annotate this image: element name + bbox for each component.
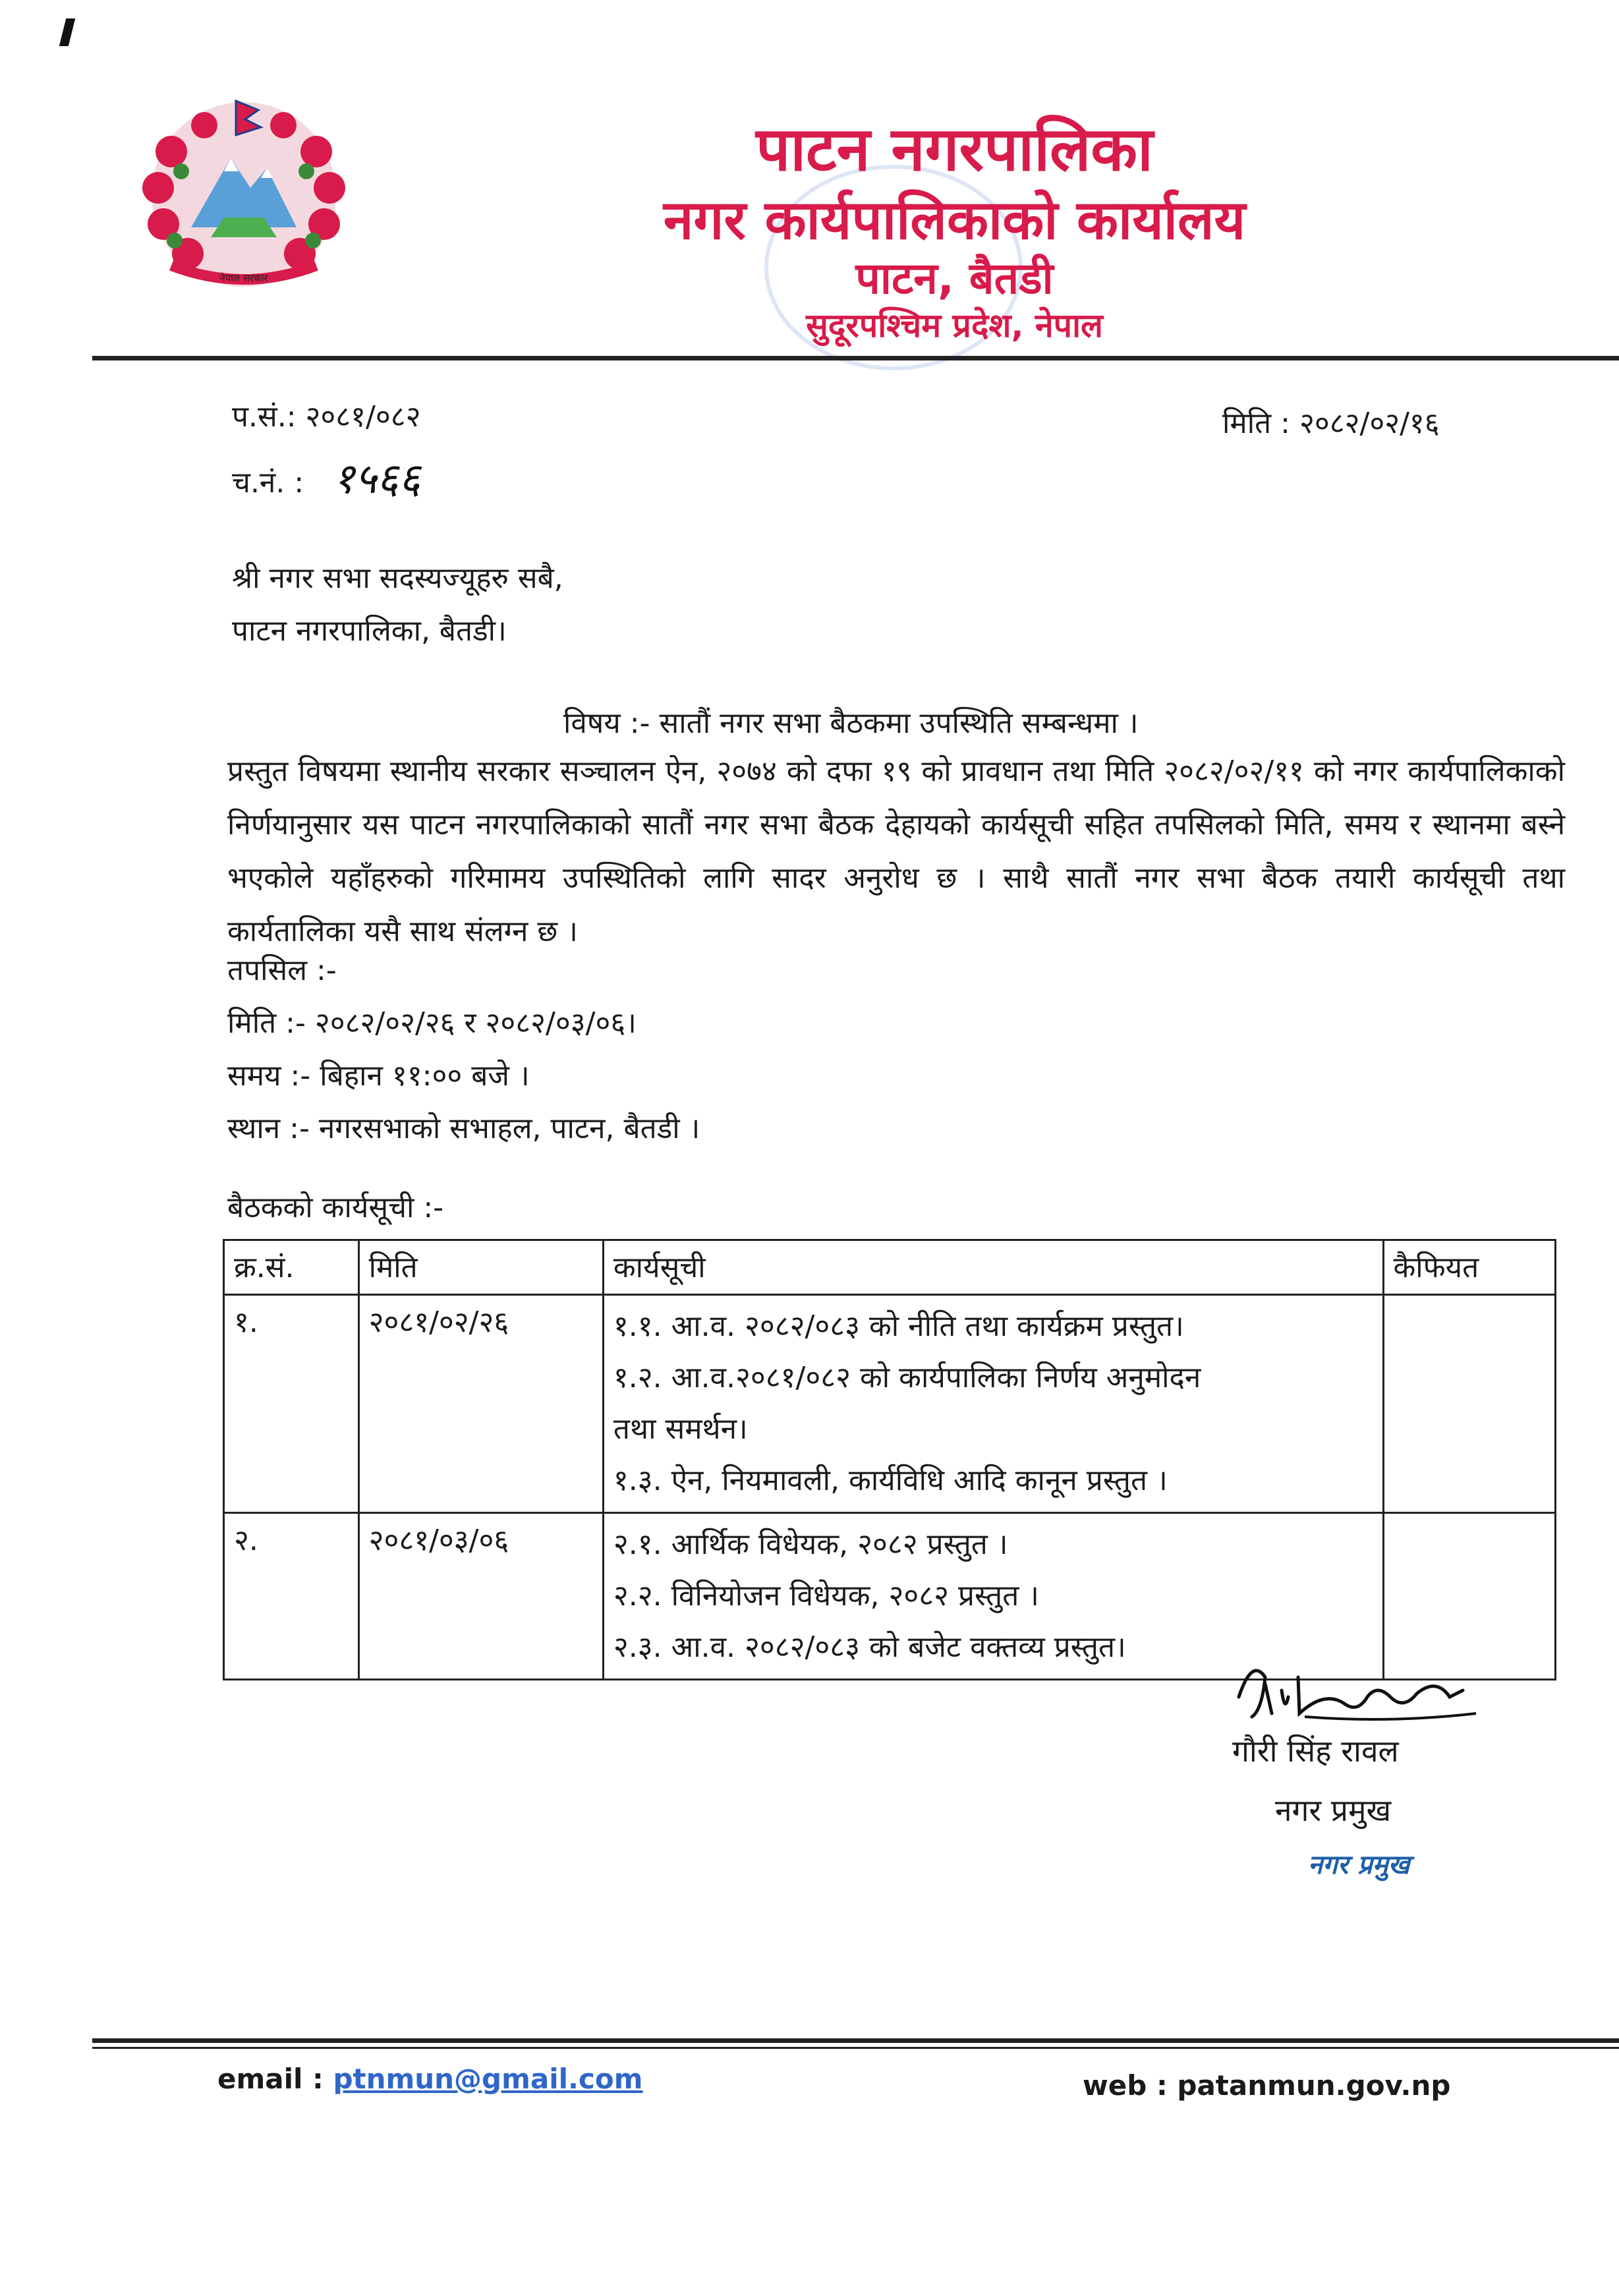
signatory-stamp: नगर प्रमुख xyxy=(1308,1850,1410,1880)
letterhead-location: पाटन, बैतडी xyxy=(855,253,1054,304)
signatory-title: नगर प्रमुख xyxy=(1275,1793,1392,1828)
letterhead-municipality: पाटन नगरपालिका xyxy=(756,114,1153,185)
row-date: २०८१/०२/२६ xyxy=(358,1295,603,1513)
dispatch-number: १५६६ xyxy=(333,455,421,503)
agenda-header-row xyxy=(224,1240,1556,1295)
meeting-place: स्थान :- नगरसभाको सभाहल, पाटन, बैतडी । xyxy=(227,1112,700,1145)
tapasil-heading: तपसिल :- xyxy=(227,954,337,987)
col-header-sn: क्र.सं. xyxy=(224,1240,359,1295)
agenda-item: १.२. आ.व.२०८१/०८२ को कार्यपालिका निर्णय अनुमोदन xyxy=(613,1361,1201,1394)
agenda-item: २.३. आ.व. २०८२/०८३ को बजेट वक्तव्य प्रस्तुत। xyxy=(613,1630,1126,1664)
meeting-dates: मिति :- २०८२/०२/२६ र २०८२/०३/०६। xyxy=(227,1006,637,1040)
agenda-item: तथा समर्थन। xyxy=(613,1412,748,1446)
footer-web[interactable]: web : patanmun.gov.np xyxy=(1083,2069,1451,2102)
row-items xyxy=(603,1295,1383,1513)
agenda-heading: बैठकको कार्यसूची :- xyxy=(227,1191,444,1224)
subject-line: विषय :- सातौं नगर सभा बैठकमा उपस्थिति सम्बन्धमा । xyxy=(563,706,1139,740)
agenda-item: १.१. आ.व. २०८२/०८३ को नीति तथा कार्यक्रम प्रस्तुत। xyxy=(613,1309,1184,1343)
footer-email xyxy=(217,2063,642,2095)
agenda-item: १.३. ऐन, नियमावली, कार्यविधि आदि कानून प्रस्तुत । xyxy=(613,1464,1168,1497)
row-date: २०८१/०३/०६ xyxy=(358,1513,603,1680)
signature-icon xyxy=(1226,1651,1489,1736)
agenda-item: २.२. विनियोजन विधेयक, २०८२ प्रस्तुत । xyxy=(613,1579,1039,1613)
dispatch-label: च.नं. : xyxy=(232,466,304,500)
agenda-item: २.१. आर्थिक विधेयक, २०८२ प्रस्तुत । xyxy=(613,1528,1008,1561)
footer-divider xyxy=(92,2038,1619,2043)
meeting-time: समय :- बिहान ११:०० बजे । xyxy=(227,1059,530,1093)
header-divider xyxy=(92,356,1619,360)
footer-divider-thin xyxy=(92,2047,1619,2049)
row-sn: २. xyxy=(224,1513,359,1680)
col-header-date: मिति xyxy=(358,1240,603,1295)
agenda-table xyxy=(223,1239,1556,1680)
corner-mark xyxy=(59,18,75,46)
row-remarks xyxy=(1383,1295,1555,1513)
letterhead-office: नगर कार्यपालिकाको कार्यालय xyxy=(663,189,1246,252)
col-header-remarks: कैफियत xyxy=(1383,1240,1555,1295)
email-link[interactable]: ptnmun@gmail.com xyxy=(333,2063,643,2095)
letter-date: मिति : २०८२/०२/१६ xyxy=(1222,407,1440,440)
email-label: email : xyxy=(217,2063,324,2095)
emblem-caption: नेपाल सरकार xyxy=(219,272,268,284)
signatory-name: गौरी सिंह रावल xyxy=(1232,1733,1399,1769)
table-row xyxy=(224,1295,1556,1513)
recipient-line-2: पाटन नगरपालिका, बैतडी। xyxy=(232,614,507,648)
reference-number: प.सं.: २०८१/०८२ xyxy=(232,400,421,434)
col-header-agenda: कार्यसूची xyxy=(603,1240,1383,1295)
body-paragraph: प्रस्तुत विषयमा स्थानीय सरकार सञ्चालन ऐन, २०७४ को दफा १९ को प्रावधान तथा मिति २०८२/०२/११ को नगर कार्यपालिकाको निर्णयानुसार यस पाटन नगरपालिकाको सातौं नगर सभा बैठक देहायको कार्यसूची सहित तपसिलको मिति, समय र स्थानमा बस्ने भएकोले यहाँहरुको गरिमामय उपस्थितिको लागि सादर अनुरोध छ । साथै सातौं नगर सभा बैठक तयारी कार्यसूची तथा कार्यतालिका यसै साथ संलग्न छ । xyxy=(227,755,1565,948)
letterhead-province: सुदूरपश्चिम प्रदेश, नेपाल xyxy=(806,306,1103,345)
recipient-line-1: श्री नगर सभा सदस्यज्यूहरु सबै, xyxy=(232,561,563,595)
row-sn: १. xyxy=(224,1295,359,1513)
